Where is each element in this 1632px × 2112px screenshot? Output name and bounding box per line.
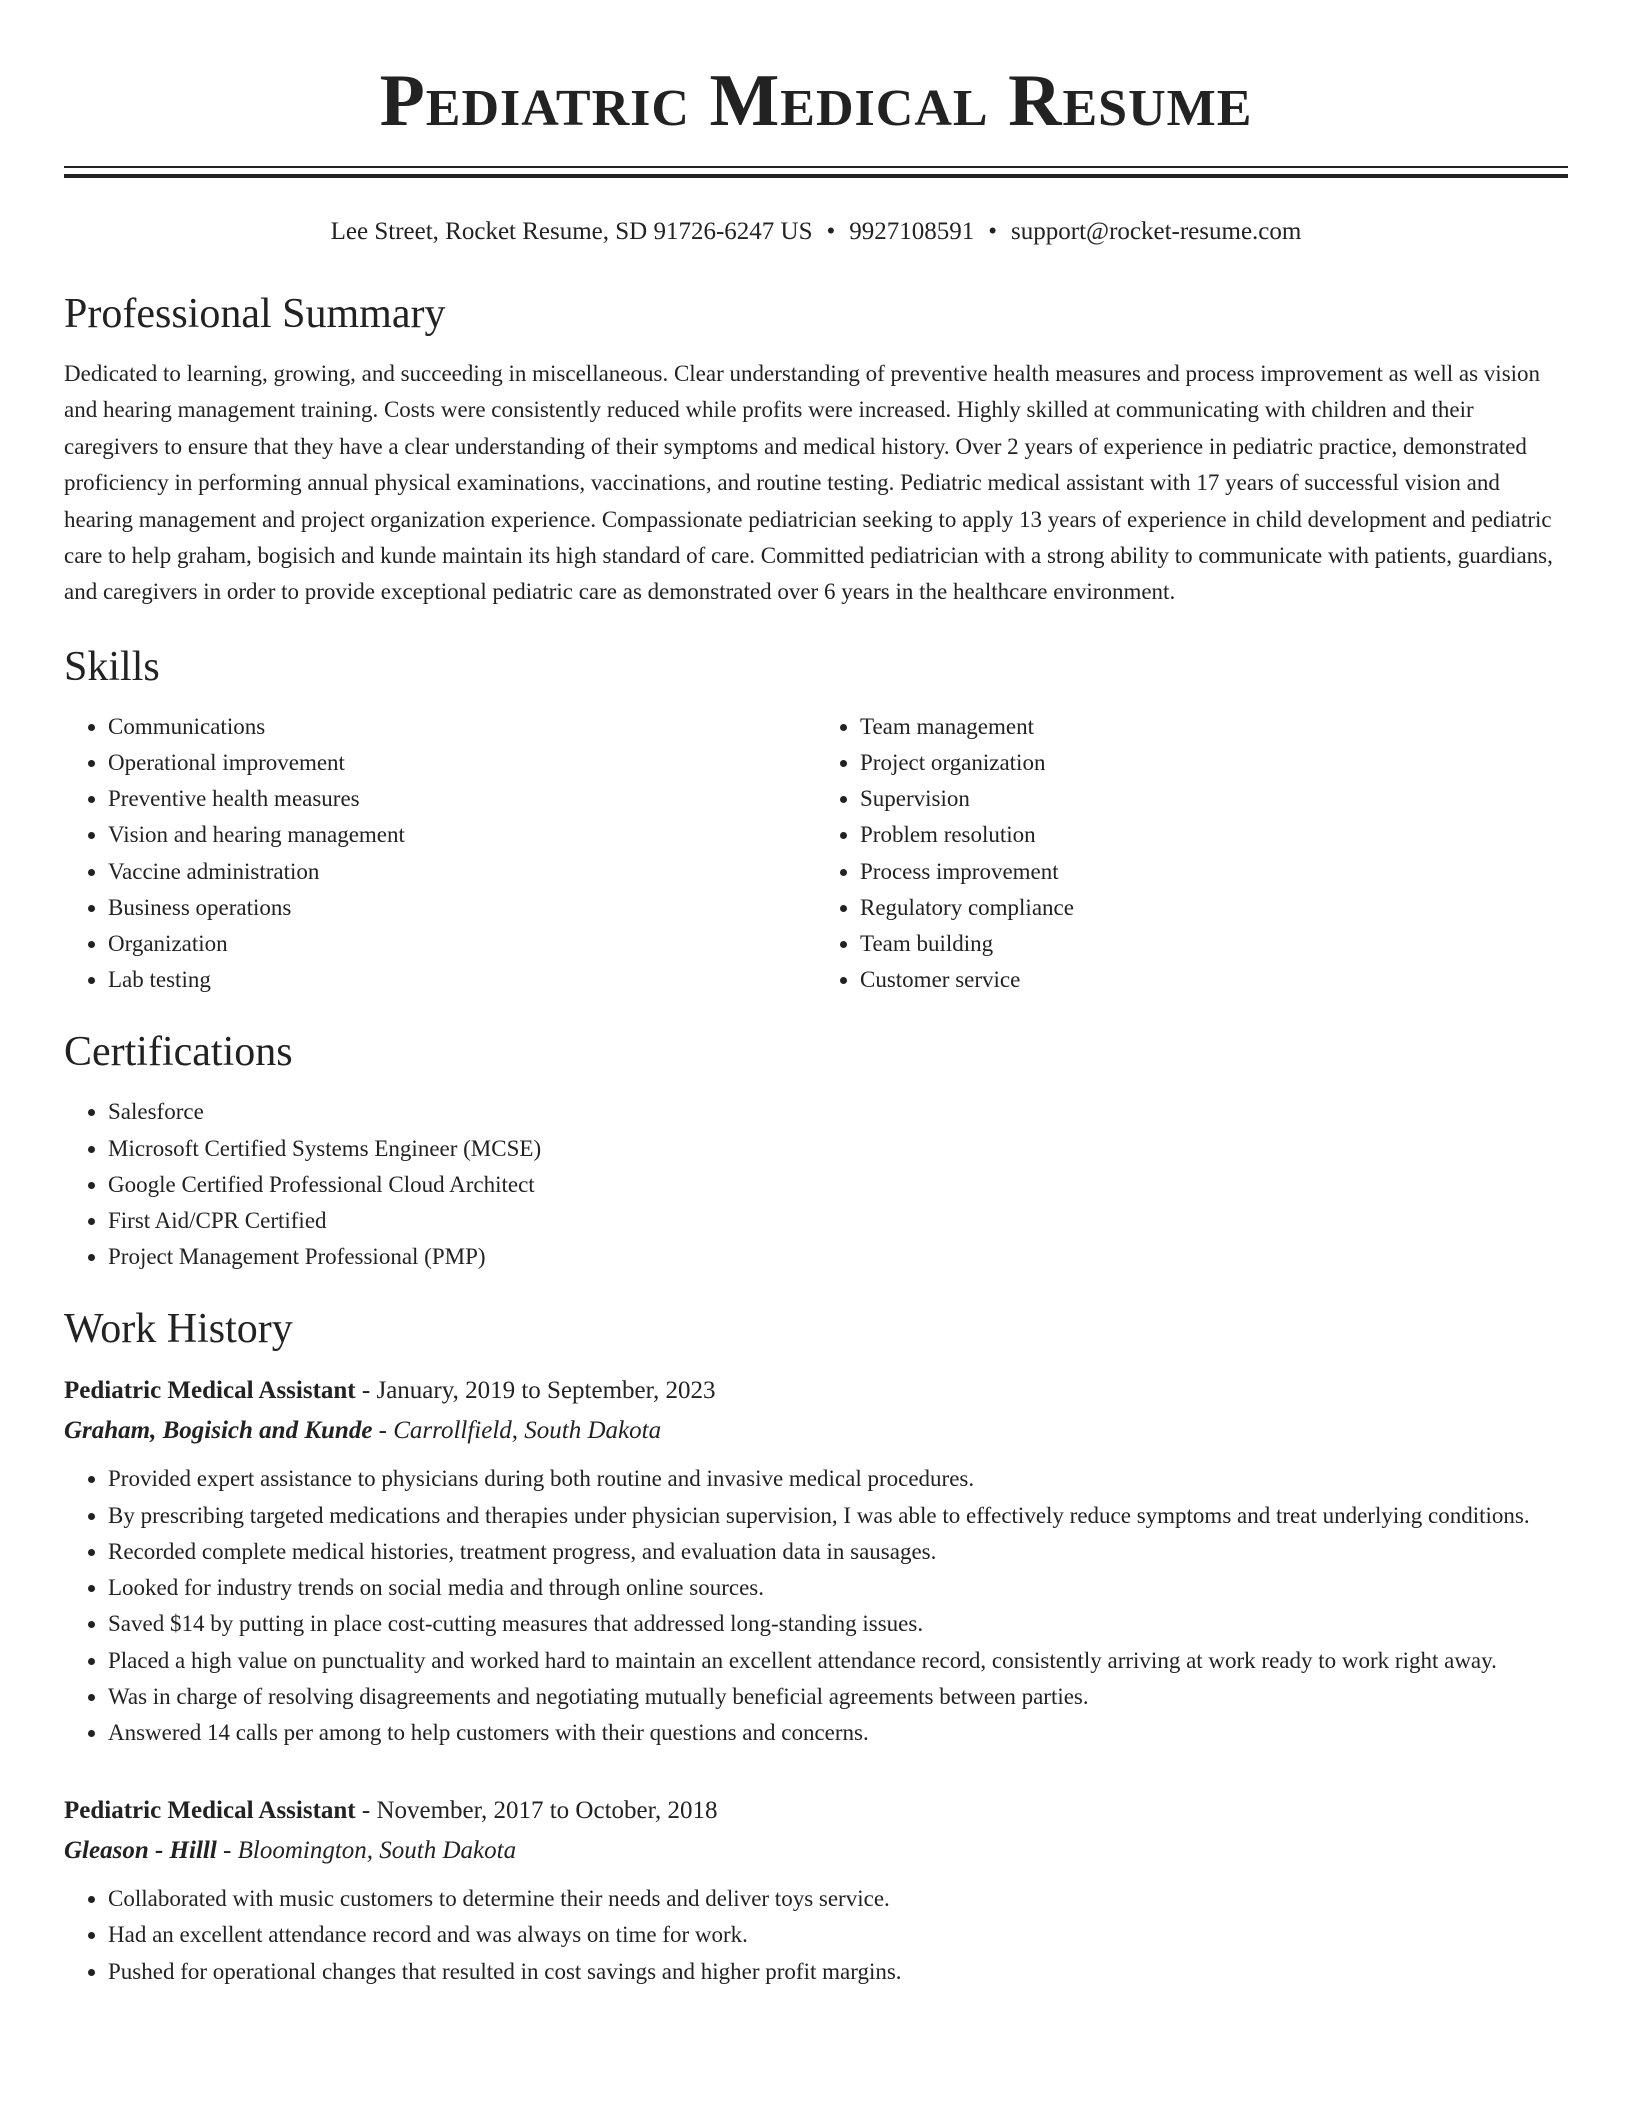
- job-duty: • Had an excellent attendance record and was always on time for work.: [108, 1917, 1568, 1953]
- skills-section: [64, 641, 1568, 999]
- contact-address: Lee Street, Rocket Resume, SD 91726-6247 US: [330, 218, 813, 245]
- job-duty: • Provided expert assistance to physicians during both routine and invasive medical procedures.: [108, 1461, 1568, 1497]
- certification-item: • Google Certified Professional Cloud Architect: [108, 1167, 1568, 1203]
- skill-item: • Project organization: [860, 745, 1568, 781]
- work-history-heading: Work History: [64, 1306, 293, 1353]
- job-duty: • Answered 14 calls per among to help customers with their questions and concerns.: [108, 1715, 1568, 1751]
- skill-item: • Team management: [860, 709, 1568, 745]
- job-duty: • Placed a high value on punctuality and worked hard to maintain an excellent attendance record, consistently arriving at work ready to work right away.: [108, 1643, 1568, 1679]
- skill-item: • Team building: [860, 926, 1568, 962]
- skill-item: • Process improvement: [860, 854, 1568, 890]
- skills-list-left: [64, 709, 816, 999]
- resume-title: Pediatric Medical Resume: [379, 60, 1253, 142]
- job-company: Graham, Bogisich and Kunde: [64, 1417, 373, 1445]
- contact-email: support@rocket-resume.com: [1011, 218, 1302, 245]
- contact-separator: •: [988, 218, 998, 245]
- job-duty: • Collaborated with music customers to determine their needs and deliver toys service.: [108, 1881, 1568, 1917]
- contact-separator: •: [826, 218, 836, 245]
- job-duty: • Pushed for operational changes that resulted in cost savings and higher profit margins.: [108, 1954, 1568, 1990]
- skill-item: • Lab testing: [108, 962, 816, 998]
- certifications-heading: Certifications: [64, 1029, 293, 1076]
- job-duty: • Looked for industry trends on social media and through online sources.: [108, 1570, 1568, 1606]
- job-duty: • Was in charge of resolving disagreements and negotiating mutually beneficial agreements between parties.: [108, 1679, 1568, 1715]
- summary-text: Dedicated to learning, growing, and succeeding in miscellaneous. Clear understanding of preventive health measures and process improvement as well as vision and hearing management training. Costs were consistently reduced while profits were increased. Highly skilled at communicating with children and their caregivers to ensure that they have a clear understanding of their symptoms and medical history. Over 2 years of experience in pediatric practice, demonstrated proficiency in performing annual physical examinations, vaccinations, and routine testing. Pediatric medical assistant with 17 years of successful vision and hearing management and project organization experience. Compassionate pediatrician seeking to apply 13 years of experience in child development and pediatric care to help graham, bogisich and kunde maintain its high standard of care. Committed pediatrician with a strong ability to communicate with patients, guardians, and caregivers in order to provide exceptional pediatric care as demonstrated over 6 years in the healthcare environment.: [64, 361, 1553, 605]
- job-title-line: [64, 1791, 1568, 1831]
- skill-item: • Regulatory compliance: [860, 890, 1568, 926]
- job-dates: - November, 2017 to October, 2018: [355, 1797, 718, 1825]
- job-duties-list: [64, 1881, 1568, 1990]
- certifications-list: [64, 1094, 1568, 1275]
- contact-phone: 9927108591: [849, 218, 975, 245]
- job-location: - Carrollfield, South Dakota: [372, 1417, 662, 1445]
- skill-item: • Customer service: [860, 962, 1568, 998]
- skill-item: • Vaccine administration: [108, 854, 816, 890]
- work-history-section: [64, 1303, 1568, 1989]
- skill-item: • Organization: [108, 926, 816, 962]
- certification-item: • Project Management Professional (PMP): [108, 1239, 1568, 1275]
- title-divider: [64, 166, 1568, 178]
- skill-item: • Supervision: [860, 781, 1568, 817]
- summary-heading: Professional Summary: [64, 291, 446, 337]
- job-title-line: [64, 1371, 1568, 1411]
- job-company-line: [64, 1411, 1568, 1451]
- job-entry: [64, 1371, 1568, 1751]
- skills-list-right: [816, 709, 1568, 999]
- job-title: Pediatric Medical Assistant: [64, 1377, 356, 1405]
- job-duty: • Recorded complete medical histories, treatment progress, and evaluation data in sausages.: [108, 1534, 1568, 1570]
- job-entry: [64, 1791, 1568, 1990]
- job-dates: - January, 2019 to September, 2023: [355, 1377, 716, 1405]
- skill-item: • Preventive health measures: [108, 781, 816, 817]
- job-company: Gleason - Hilll: [64, 1837, 217, 1865]
- skill-item: • Business operations: [108, 890, 816, 926]
- skill-item: • Communications: [108, 709, 816, 745]
- job-duties-list: [64, 1461, 1568, 1751]
- skills-columns: [64, 709, 1568, 999]
- contact-line: [64, 214, 1568, 250]
- certification-item: • Salesforce: [108, 1094, 1568, 1130]
- job-duty: • Saved $14 by putting in place cost-cutting measures that addressed long-standing issues.: [108, 1606, 1568, 1642]
- certifications-section: [64, 1026, 1568, 1275]
- resume-page: [64, 0, 1568, 1990]
- summary-section: [64, 288, 1568, 611]
- job-title: Pediatric Medical Assistant: [64, 1797, 356, 1825]
- job-company-line: [64, 1831, 1568, 1871]
- skills-heading: Skills: [64, 643, 160, 690]
- job-location: - Bloomington, South Dakota: [216, 1837, 517, 1865]
- skill-item: • Operational improvement: [108, 745, 816, 781]
- job-duty: • By prescribing targeted medications and therapies under physician supervision, I was able to effectively reduce symptoms and treat underlying conditions.: [108, 1498, 1568, 1534]
- skill-item: • Vision and hearing management: [108, 817, 816, 853]
- certification-item: • Microsoft Certified Systems Engineer (MCSE): [108, 1131, 1568, 1167]
- certification-item: • First Aid/CPR Certified: [108, 1203, 1568, 1239]
- skill-item: • Problem resolution: [860, 817, 1568, 853]
